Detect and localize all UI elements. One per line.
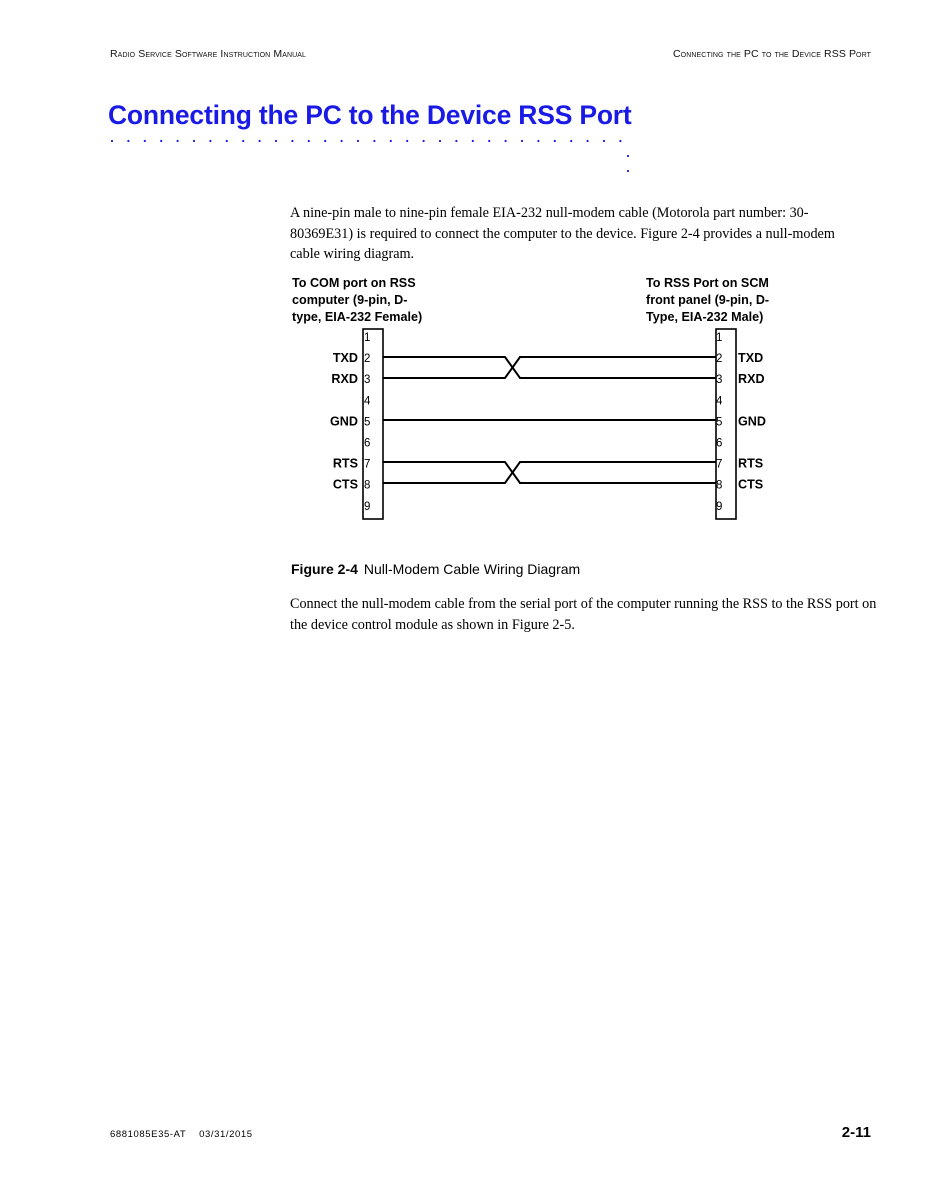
right-heading-line-2: front panel (9-pin, D- <box>646 293 770 307</box>
right-pin-2: 2 <box>716 353 723 366</box>
right-signal-cts: CTS <box>738 477 764 492</box>
left-pin-2: 2 <box>364 353 371 366</box>
section-title: Connecting the PC to the Device RSS Port <box>108 100 632 130</box>
left-signal-cts: CTS <box>332 477 358 492</box>
right-heading-line-1: To RSS Port on SCM <box>646 276 769 290</box>
left-signal-rxd: RXD <box>331 372 358 387</box>
right-pin-numbers <box>716 332 723 513</box>
left-signal-txd: TXD <box>332 351 358 366</box>
left-pin-1: 1 <box>364 332 371 344</box>
left-signal-rts: RTS <box>332 456 358 471</box>
running-header-left: Radio Service Software Instruction Manual <box>110 48 307 60</box>
body-paragraph-intro: A nine-pin male to nine-pin female EIA-232 null-modem cable (Motorola part number: 30-80369E31) is required to connect the computer to the device. Figure 2-4 provides a null-modem cable wiring diagram. <box>290 205 835 262</box>
figure-caption-label: Figure 2-4 <box>291 561 358 577</box>
left-pin-numbers <box>364 332 371 513</box>
body-paragraph-connect: Connect the null-modem cable from the serial port of the computer running the RSS to the RSS port on the device control module as shown in Figure 2-5. <box>290 596 877 633</box>
right-pin-9: 9 <box>716 500 723 513</box>
right-pin-5: 5 <box>716 416 723 429</box>
wire-rxd-to-txd <box>383 357 716 378</box>
left-heading-line-2: computer (9-pin, D- <box>292 293 408 307</box>
left-pin-6: 6 <box>364 437 371 450</box>
right-signal-gnd: GND <box>738 414 766 429</box>
right-signal-labels <box>738 351 766 492</box>
figure-caption-text: Null-Modem Cable Wiring Diagram <box>363 561 581 577</box>
right-signal-rxd: RXD <box>738 372 765 387</box>
right-pin-6: 6 <box>716 437 723 450</box>
page-number: 2-11 <box>841 1124 871 1141</box>
right-pin-3: 3 <box>716 374 723 387</box>
right-pin-4: 4 <box>716 395 723 408</box>
left-pin-7: 7 <box>364 458 371 471</box>
left-pin-4: 4 <box>364 395 371 408</box>
left-heading-line-1: To COM port on RSS <box>292 276 416 290</box>
right-pin-1: 1 <box>716 332 723 344</box>
right-pin-8: 8 <box>716 479 723 492</box>
right-pin-7: 7 <box>716 458 723 471</box>
running-header-right: Connecting the PC to the Device RSS Port <box>672 48 871 60</box>
right-signal-rts: RTS <box>738 456 764 471</box>
wire-txd-to-rxd <box>383 357 716 378</box>
left-pin-5: 5 <box>364 416 371 429</box>
left-signal-labels <box>330 351 358 492</box>
footer-doc-id: 6881085E35-AT 03/31/2015 <box>110 1129 253 1140</box>
right-signal-txd: TXD <box>738 351 764 366</box>
figure-caption <box>291 561 580 577</box>
left-heading-line-3: type, EIA-232 Female) <box>292 310 423 324</box>
wire-cts-to-rts <box>383 462 716 483</box>
left-pin-9: 9 <box>364 500 371 513</box>
left-pin-3: 3 <box>364 374 371 387</box>
left-signal-gnd: GND <box>330 414 358 429</box>
right-heading-line-3: Type, EIA-232 Male) <box>646 310 764 324</box>
null-modem-wiring-diagram <box>0 0 926 560</box>
wire-rts-to-cts <box>383 462 716 483</box>
left-pin-8: 8 <box>364 479 371 492</box>
